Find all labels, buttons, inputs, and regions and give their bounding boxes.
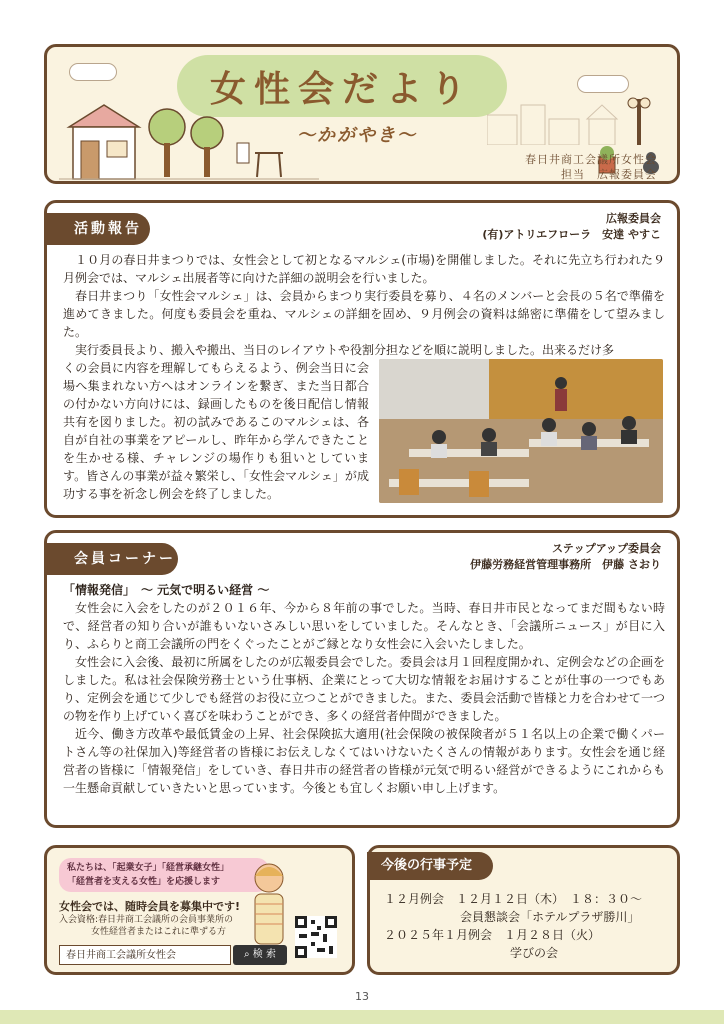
report-paragraph: 実行委員長より、搬入や搬出、当日のレイアウトや役割分担などを順に説明しました。出来るだけ多 [75, 343, 615, 357]
search-icon: ⌕ [244, 949, 250, 960]
organization-name: 春日井商工会議所女性会 [525, 153, 657, 166]
member-heading: 「情報発信」 ～ 元気で明るい経営 ～ [63, 583, 270, 597]
search-input[interactable]: 春日井商工会議所女性会 [59, 945, 231, 965]
report-wrap-text: くの会員に内容を理解してもらえるよう、例会当日に会場へ集まれない方へはオンラインを繋ぎ、また当日都合の付かない方向けには、録画したものを後日配信し情報共有を図りました。初の試みであるこのマルシェは、各自が自社の事業をアピールし、昨年から学んできたことを生かせる様、チャレンジの場作りも狙いとしています。皆さんの事業が益々繁栄し、「女性会マルシェ」が成功する事を祈念し例会を終了しました。 [63, 361, 369, 501]
newsletter-subtitle: ～かがやき～ [297, 125, 417, 146]
cloud-icon [577, 75, 629, 93]
events-title: 今後の行事予定 [367, 852, 493, 880]
report-body [63, 251, 665, 359]
cloud-icon [69, 63, 117, 81]
event-line: １２月例会 １２月１２日（木） １８：３０～ [384, 892, 643, 906]
recruit-headline: 女性会では、随時会員を募集中です! [59, 900, 241, 913]
event-line: ２０２５年１月例会 １月２８日（火） [384, 928, 601, 942]
bubble-line: 私たちは、「起業女子」「経営承継女性」 [67, 863, 230, 873]
search-button-label: 検 索 [252, 949, 276, 960]
member-paragraph: 女性会に入会後、最初に所属をしたのが広報委員会でした。委員会は月１回程度開かれ、定例会などの企画をしました。私は社会保険労務士という仕事柄、企業にとって大切な情報をお届けすることが仕事の一つでもあり、定例会を通じて少しでも経営のお役に立つことができました。また、委員会活動で皆様と力を合わせて一つの物を作り上げていく喜びを味わうことができ、多くの経営者仲間ができました。 [63, 655, 665, 723]
event-line: 学びの会 [510, 946, 559, 960]
member-author: 伊藤労務経営管理事務所 伊藤 さおり [470, 558, 661, 571]
events-list [384, 890, 642, 962]
member-corner-section [44, 530, 680, 828]
report-committee: 広報委員会 [606, 212, 661, 225]
member-body [63, 581, 665, 797]
report-author: (有)アトリエフローラ 安達 やすこ [482, 228, 661, 241]
qr-code-icon[interactable] [295, 916, 337, 958]
qual-line: 入会資格:春日井商工会議所の会員事業所の [59, 915, 234, 925]
report-byline [482, 211, 661, 243]
organization-committee: 担当 広報委員会 [561, 168, 657, 181]
support-bubble [59, 858, 269, 892]
report-paragraph: １０月の春日井まつりでは、女性会として初となるマルシェ(市場)を開催しました。それに先立ち行われた９月例会では、マルシェ出展者等に向けた詳細の説明会を行いました。 [63, 253, 665, 285]
member-byline [470, 541, 661, 573]
member-corner-label: 会員コーナー [44, 543, 178, 575]
town-skyline-icon [487, 95, 677, 145]
meeting-photo [379, 359, 663, 503]
qual-line: 女性経営者またはこれに準ずる方 [91, 927, 227, 937]
activity-report-section [44, 200, 680, 518]
report-paragraph: 春日井まつり「女性会マルシェ」は、会員からまつり実行委員を募り、４名のメンバーと会長の５名で準備を進めてきました。何度も委員会を重ね、マルシェの詳細を固め、９月例会の資料は綿密に準備をして望みました。 [63, 289, 665, 339]
search-button[interactable] [233, 945, 287, 965]
header-banner [44, 44, 680, 184]
member-paragraph: 女性会に入会をしたのが２０１６年、今から８年前の事でした。当時、春日井市民となってまだ間もない時で、経営者の知り合いが誰もいないさみしい思いをしていました。そんなとき、「会議所ニュース」が目に入り、ふらりと商工会議所の門をくぐったことがご縁となり女性会に入会いたしました。 [63, 601, 665, 651]
page-number: 13 [355, 990, 369, 1003]
member-committee: ステップアップ委員会 [551, 542, 661, 555]
upcoming-events-box [367, 845, 680, 975]
newsletter-title: 女性会だより [177, 55, 507, 117]
shop-illustration-icon [59, 99, 319, 181]
bubble-line: 「経営者を支える女性」を応援します [67, 877, 221, 887]
activity-report-label: 活動報告 [44, 213, 150, 245]
recruit-qualification [59, 914, 233, 938]
meeting-room-photo-icon [379, 359, 663, 503]
footer-bar [0, 1010, 724, 1024]
recruitment-box [44, 845, 355, 975]
event-line: 会員懇談会「ホテルプラザ勝川」 [460, 910, 640, 924]
member-paragraph: 近今、働き方改革や最低賃金の上昇、社会保険拡大適用(社会保険の被保険者が５１名以上の企業で働くパートさん等の社保加入)等経営者の皆様にお伝えしなくてはいけないたくさんの情報があります。女性会を通じ経営者の皆様に「情報発信」をしていき、春日井市の経営者の皆様が元気で明るい経営ができるようにこれからも一生懸命貢献していきたいと思っています。今後とも宜しくお願い申し上げます。 [63, 727, 665, 795]
woman-illustration-icon [243, 856, 293, 952]
